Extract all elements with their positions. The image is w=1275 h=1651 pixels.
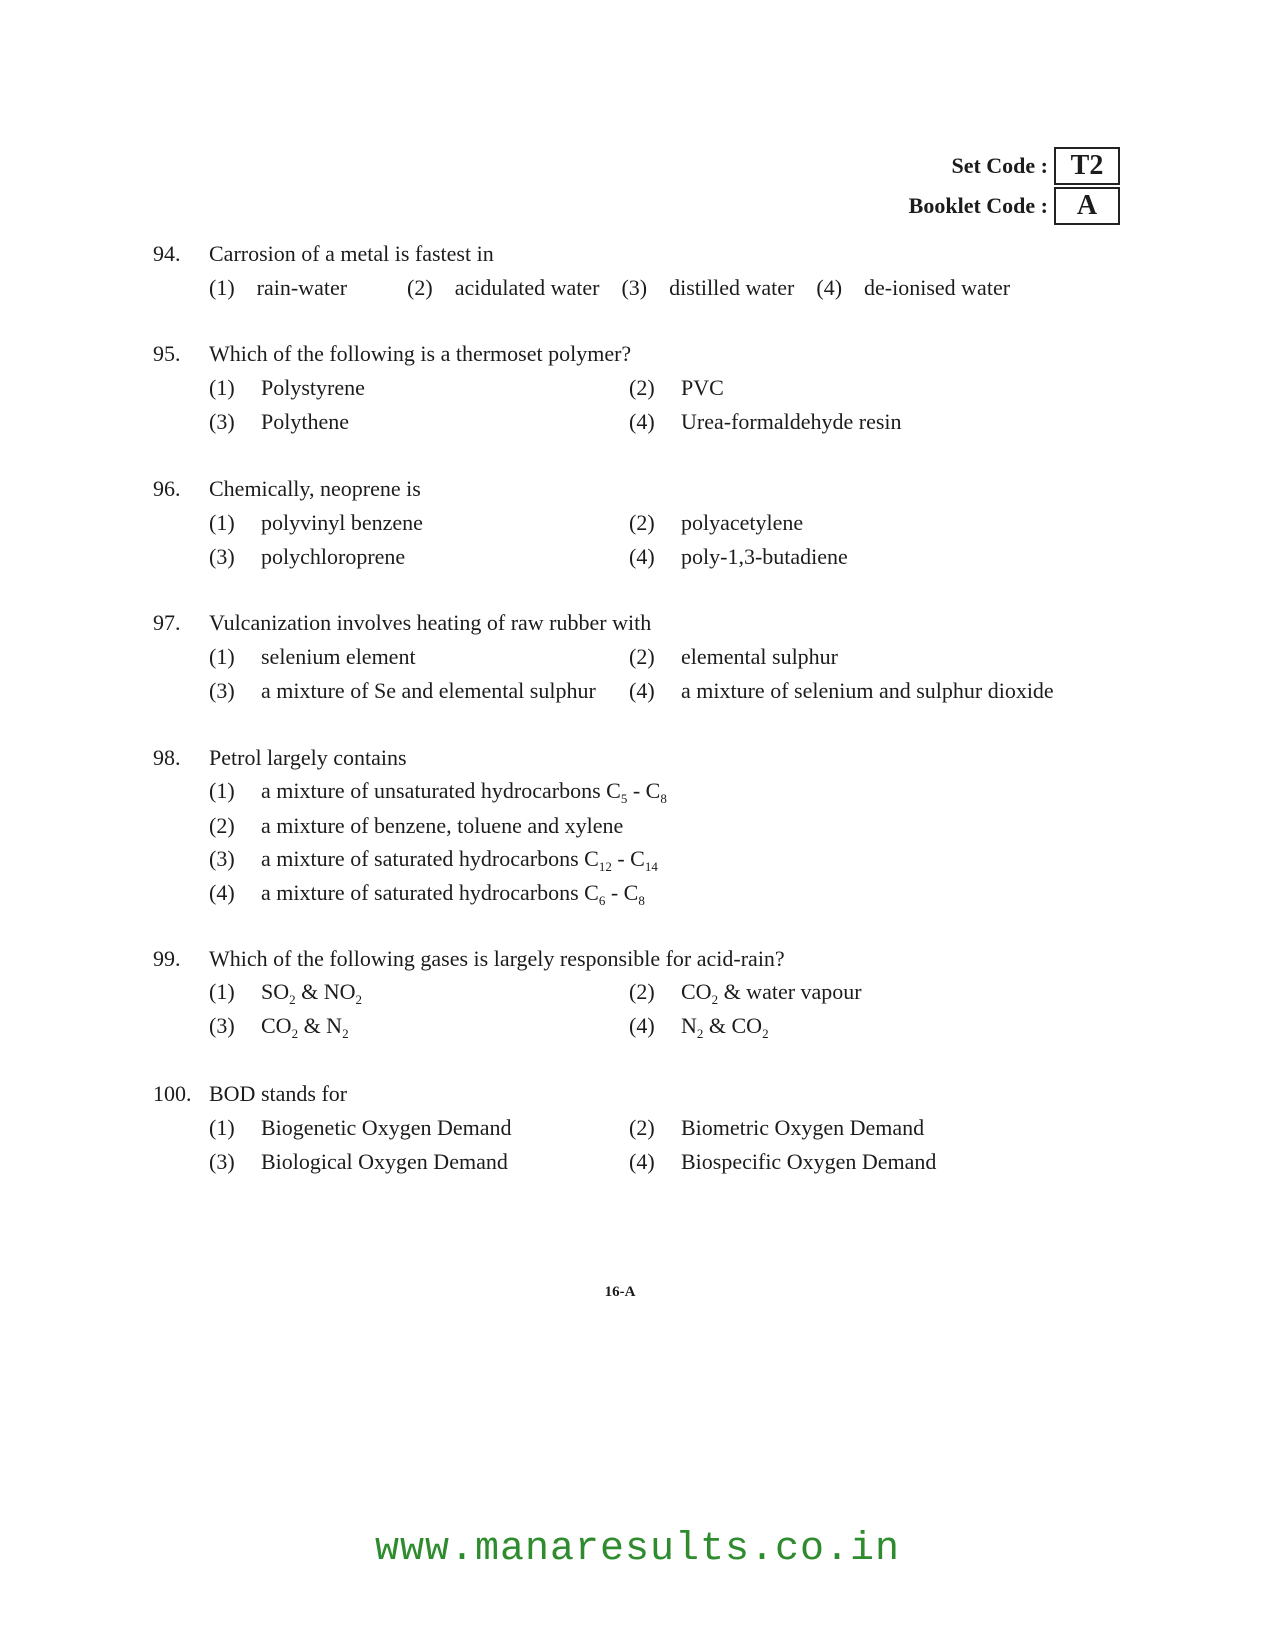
question-text: Vulcanization involves heating of raw rubber with: [209, 610, 652, 635]
option-3: (3) distilled water: [621, 275, 795, 300]
option-1: (1) rain-water: [209, 275, 348, 300]
question-text: Petrol largely contains: [209, 745, 407, 770]
page-number: 16-A: [604, 1284, 636, 1300]
set-code-row: [909, 146, 1120, 186]
booklet-code-label: Booklet Code :: [908, 193, 1048, 218]
question-text: Which of the following gases is largely responsible for acid-rain?: [209, 946, 785, 971]
option-2: (2) elemental sulphur: [629, 644, 839, 669]
option-2: (2) polyacetylene: [629, 510, 804, 535]
question-number: 96.: [153, 476, 181, 501]
option-3: (3) polychloroprene: [209, 544, 406, 569]
set-code-box: T2: [1054, 147, 1120, 185]
option-2: (2) PVC: [629, 375, 724, 400]
option-4: (4) Urea-formaldehyde resin: [629, 409, 902, 434]
option-1: (1) polyvinyl benzene: [209, 510, 423, 535]
option-3: (3) Polythene: [209, 409, 349, 434]
question-97: [153, 606, 1113, 708]
question-text: Carrosion of a metal is fastest in: [209, 241, 494, 266]
option-4: (4) a mixture of saturated hydrocarbons $C_6 - C_8$: [209, 879, 645, 908]
question-number: 94.: [153, 241, 181, 266]
booklet-code-box: A: [1054, 187, 1120, 225]
question-text: Chemically, neoprene is: [209, 476, 421, 501]
option-4: (4) $N_2$ & $CO_2$: [629, 1012, 769, 1041]
exam-codes: [909, 146, 1120, 226]
question-text: BOD stands for: [209, 1081, 348, 1106]
question-96: [153, 472, 1113, 574]
question-text: Which of the following is a thermoset polymer?: [209, 341, 632, 366]
option-3: (3) a mixture of saturated hydrocarbons $C_{12} - C_{14}$: [209, 845, 658, 874]
option-1: (1) a mixture of unsaturated hydrocarbons $C_5 - C_8$: [209, 777, 667, 806]
option-4: (4) Biospecific Oxygen Demand: [629, 1149, 937, 1174]
question-number: 100.: [153, 1081, 192, 1106]
option-4: (4) poly-1,3-butadiene: [629, 544, 848, 569]
option-4: (4) a mixture of selenium and sulphur dioxide: [629, 678, 1054, 703]
option-3: (3) a mixture of Se and elemental sulphur: [209, 678, 596, 703]
option-1: (1) Biogenetic Oxygen Demand: [209, 1115, 512, 1140]
question-98: [153, 741, 1113, 911]
option-2: (2) Biometric Oxygen Demand: [629, 1115, 925, 1140]
question-95: [153, 337, 1113, 439]
question-number: 95.: [153, 341, 181, 366]
question-100: [153, 1077, 1113, 1179]
option-3: (3) Biological Oxygen Demand: [209, 1149, 508, 1174]
option-3: (3) $CO_2$ & $N_2$: [209, 1012, 349, 1041]
question-number: 99.: [153, 946, 181, 971]
option-4: (4) de-ionised water: [816, 275, 1011, 300]
question-99: [153, 942, 1113, 1044]
option-2: (2) acidulated water: [407, 275, 600, 300]
booklet-code-row: [909, 186, 1120, 226]
option-1: (1) selenium element: [209, 644, 416, 669]
question-number: 97.: [153, 610, 181, 635]
option-1: (1) Polystyrene: [209, 375, 365, 400]
question-94: [153, 237, 1113, 305]
option-1: (1) $SO_2$ & $NO_2$: [209, 978, 363, 1007]
footer-url: www.manaresults.co.in: [374, 1527, 901, 1572]
option-2: (2) $CO_2$ & water vapour: [629, 978, 862, 1007]
option-2: (2) a mixture of benzene, toluene and xylene: [209, 813, 624, 838]
question-number: 98.: [153, 745, 181, 770]
set-code-label: Set Code :: [951, 153, 1048, 178]
